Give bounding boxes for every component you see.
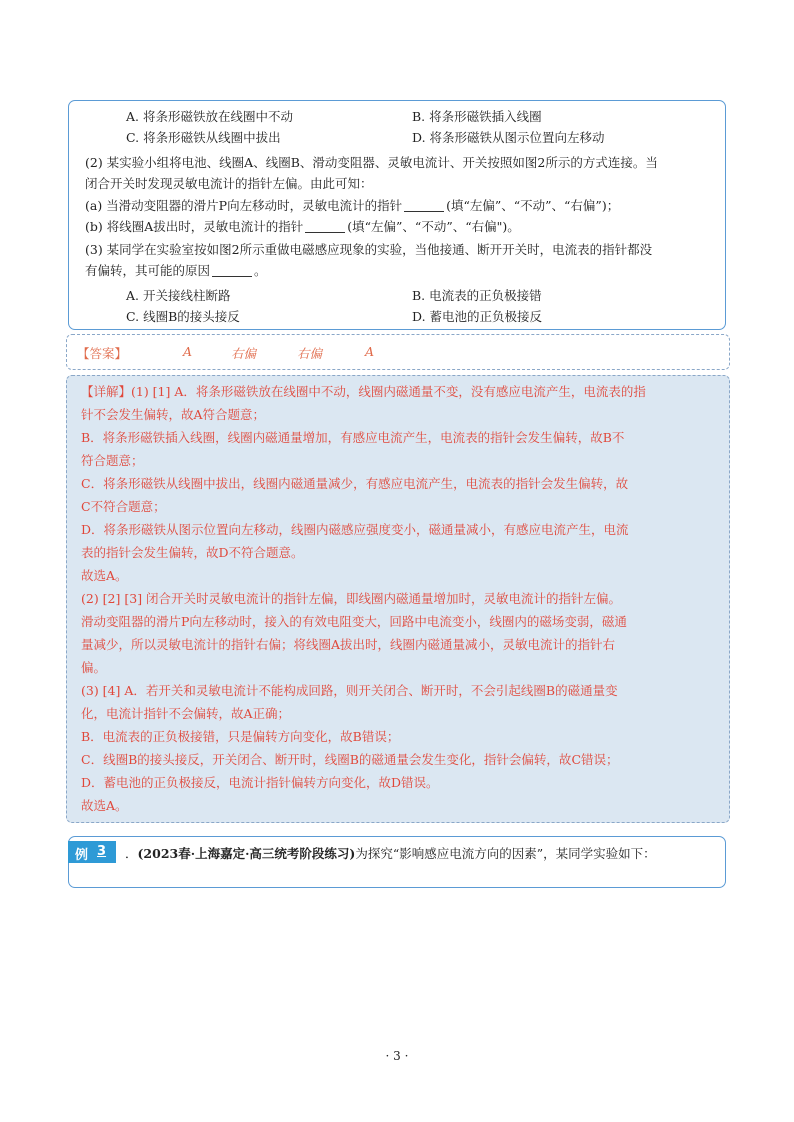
page-number: · 3 ·	[385, 1049, 409, 1063]
part2a-hint: (填“左偏”、“不动”、“右偏”)；	[446, 198, 620, 213]
answer-blank[interactable]	[305, 220, 345, 233]
example-3-box	[68, 836, 726, 888]
example-3-text-line	[125, 844, 656, 862]
example-badge-char: 例	[75, 848, 89, 863]
explanation-line: 针不会发生偏转，故A符合题意；	[81, 407, 266, 422]
example-dot: ．	[125, 846, 138, 861]
example-text: 为探究“影响感应电流方向的因素”，某同学实验如下：	[355, 846, 656, 861]
option-c: C. 将条形磁铁从线圈中拔出	[126, 130, 281, 145]
option-b: B. 将条形磁铁插入线圈	[412, 109, 542, 124]
part2-text-line: 闭合开关时发现灵敏电流计的指针左偏。由此可知：	[85, 176, 373, 191]
explanation-line: B．将条形磁铁插入线圈，线圈内磁通量增加，有感应电流产生，电流表的指针会发生偏转，故B不	[81, 430, 625, 445]
answer-box	[66, 334, 730, 370]
explanation-line: B．电流表的正负极接错，只是偏转方向变化，故B错误；	[81, 729, 400, 744]
explanation-box	[66, 375, 730, 823]
explanation-line: D．蓄电池的正负极接反，电流计指针偏转方向变化，故D错误。	[81, 775, 439, 790]
part2b-line	[85, 217, 715, 237]
example-source: (2023春·上海嘉定·高三统考阶段练习)	[137, 846, 356, 861]
option-b: B. 电流表的正负极接错	[412, 288, 542, 303]
part2a-text: (a) 当滑动变阻器的滑片P向左移动时，灵敏电流计的指针	[85, 198, 403, 213]
answer-value: A	[365, 344, 375, 359]
explanation-line: (2) [2] [3] 闭合开关时灵敏电流计的指针左偏，即线圈内磁通量增加时，灵敏电流计的指针左偏。	[81, 591, 622, 606]
part2-text-line: (2) 某实验小组将电池、线圈A、线圈B、滑动变阻器、灵敏电流计、开关按照如图2所示的方式连接。当	[85, 155, 658, 170]
explanation-line: 故选A。	[81, 568, 128, 583]
explanation-line: 偏。	[81, 660, 107, 675]
explanation-line: 故选A。	[81, 798, 128, 813]
part2a-line	[85, 196, 715, 216]
answer-value: 右偏	[231, 346, 257, 361]
explanation-line: C不符合题意；	[81, 499, 166, 514]
example-badge	[68, 841, 116, 863]
explanation-line: D．将条形磁铁从图示位置向左移动，线圈内磁感应强度变小，磁通量减小，有感应电流产生，电流	[81, 522, 629, 537]
answer-label: 【答案】	[77, 346, 128, 361]
answer-value: A	[183, 344, 193, 359]
option-a: A. 开关接线柱断路	[126, 288, 231, 303]
explanation-line: 量减少，所以灵敏电流计的指针右偏；将线圈A拔出时，线圈内磁通量减小，灵敏电流计的指针右	[81, 637, 616, 652]
explanation-line: C．将条形磁铁从线圈中拔出，线圈内磁通量减少，有感应电流产生，电流表的指针会发生偏转，故	[81, 476, 629, 491]
part2b-hint: (填“左偏”、“不动”、“右偏")。	[347, 219, 520, 234]
part3-text: 有偏转，其可能的原因	[85, 263, 211, 278]
explanation-line: 【详解】(1) [1] A．将条形磁铁放在线圈中不动，线圈内磁通量不变，没有感应电流产生，电流表的指	[81, 384, 646, 399]
question-box	[68, 100, 726, 330]
example-badge-number: 3	[97, 844, 107, 859]
answer-blank[interactable]	[212, 264, 252, 277]
explanation-line: 符合题意；	[81, 453, 144, 468]
explanation-line: 表的指针会发生偏转，故D不符合题意。	[81, 545, 304, 560]
option-d: D. 将条形磁铁从图示位置向左移动	[412, 130, 605, 145]
part2b-text: (b) 将线圈A拔出时，灵敏电流计的指针	[85, 219, 304, 234]
part3-end: 。	[254, 263, 267, 278]
answer-blank[interactable]	[404, 199, 444, 212]
option-d: D. 蓄电池的正负极接反	[412, 309, 543, 324]
part3-text-line: (3) 某同学在实验室按如图2所示重做电磁感应现象的实验，当他接通、断开开关时，电流表的指针都没	[85, 242, 653, 257]
explanation-line: 化，电流计指针不会偏转，故A正确；	[81, 706, 291, 721]
explanation-line: 滑动变阻器的滑片P向左移动时，接入的有效电阻变大，回路中电流变小，线圈内的磁场变弱，磁通	[81, 614, 627, 629]
part3-line	[85, 261, 715, 281]
option-a: A. 将条形磁铁放在线圈中不动	[126, 109, 293, 124]
option-c: C. 线圈B的接头接反	[126, 309, 240, 324]
answer-value: 右偏	[297, 346, 323, 361]
explanation-line: (3) [4] A．若开关和灵敏电流计不能构成回路，则开关闭合、断开时，不会引起线圈B的磁通量变	[81, 683, 618, 698]
explanation-line: C．线圈B的接头接反，开关闭合、断开时，线圈B的磁通量会发生变化，指针会偏转，故C错误；	[81, 752, 619, 767]
